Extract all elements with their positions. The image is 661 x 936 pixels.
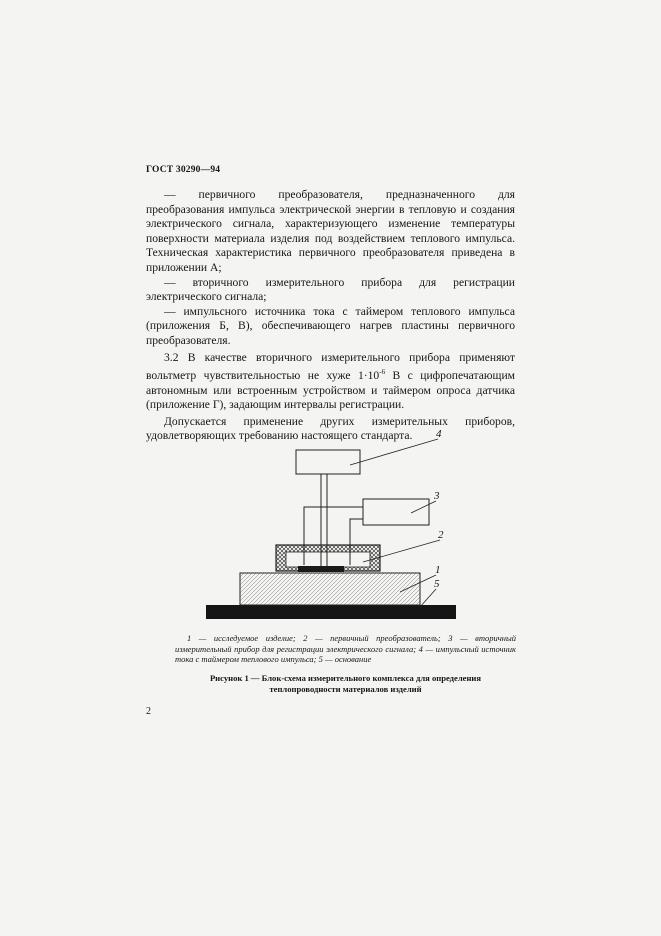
label-2: 2 xyxy=(438,529,444,541)
label-4: 4 xyxy=(436,428,442,440)
paragraph-secondary-device: — вторичного измерительного прибора для регистрации электрического сигнала; xyxy=(146,275,515,304)
paragraph-3-2 xyxy=(146,351,515,413)
block-diagram xyxy=(200,425,462,625)
pulse-source-box xyxy=(296,450,360,474)
page-number: 2 xyxy=(146,706,151,717)
secondary-device-box xyxy=(363,499,429,525)
paragraph-3-2-start: 3.2 В качестве вторичного измерительного прибора применяют вольтметр чувствительностью не хуже 1·10 xyxy=(146,350,515,382)
paragraph-primary-converter: — первичного преобразователя, предназначенного для преобразования импульса электрической энергии в тепловую и создания электрического сигнала, характеризующего изменение температуры поверхности материала изделия под воздействием теплового импульса. Техническая характеристика первичного преобразователя приведена в приложении А; xyxy=(146,188,515,274)
body-text xyxy=(146,188,515,444)
sample-block xyxy=(240,573,420,605)
paragraph-pulse-source: — импульсного источника тока с таймером теплового импульса (приложения Б, В), обеспечивающего нагрев пластины первичного преобразователя. xyxy=(146,304,515,347)
figure-legend-text: 1 — исследуемое изделие; 2 — первичный преобразователь; 3 — вторичный измерительный прибор для регистрации электрического сигнала; 4 — импульсный источник тока с таймером теплового импульса; 5 — основание xyxy=(175,633,516,665)
paragraph-3-2-end: В с цифропечатающим автономным или встроенным устройством и таймером опроса датчика (приложение Г), задающим интервалы регистрации. xyxy=(146,368,515,412)
label-1: 1 xyxy=(435,564,441,576)
base-plate xyxy=(206,605,456,619)
doc-header: ГОСТ 30290—94 xyxy=(146,165,221,175)
label-5: 5 xyxy=(434,578,440,590)
paragraph-allowance: Допускается применение других измерительных приборов, удовлетворяющих требованию настоящего стандарта. xyxy=(146,414,515,443)
label-3: 3 xyxy=(434,490,440,502)
figure-title: Рисунок 1 — Блок-схема измерительного комплекса для определения теплопроводности материалов изделий xyxy=(209,673,482,694)
exponent: -6 xyxy=(379,368,386,377)
figure-legend xyxy=(175,633,516,665)
